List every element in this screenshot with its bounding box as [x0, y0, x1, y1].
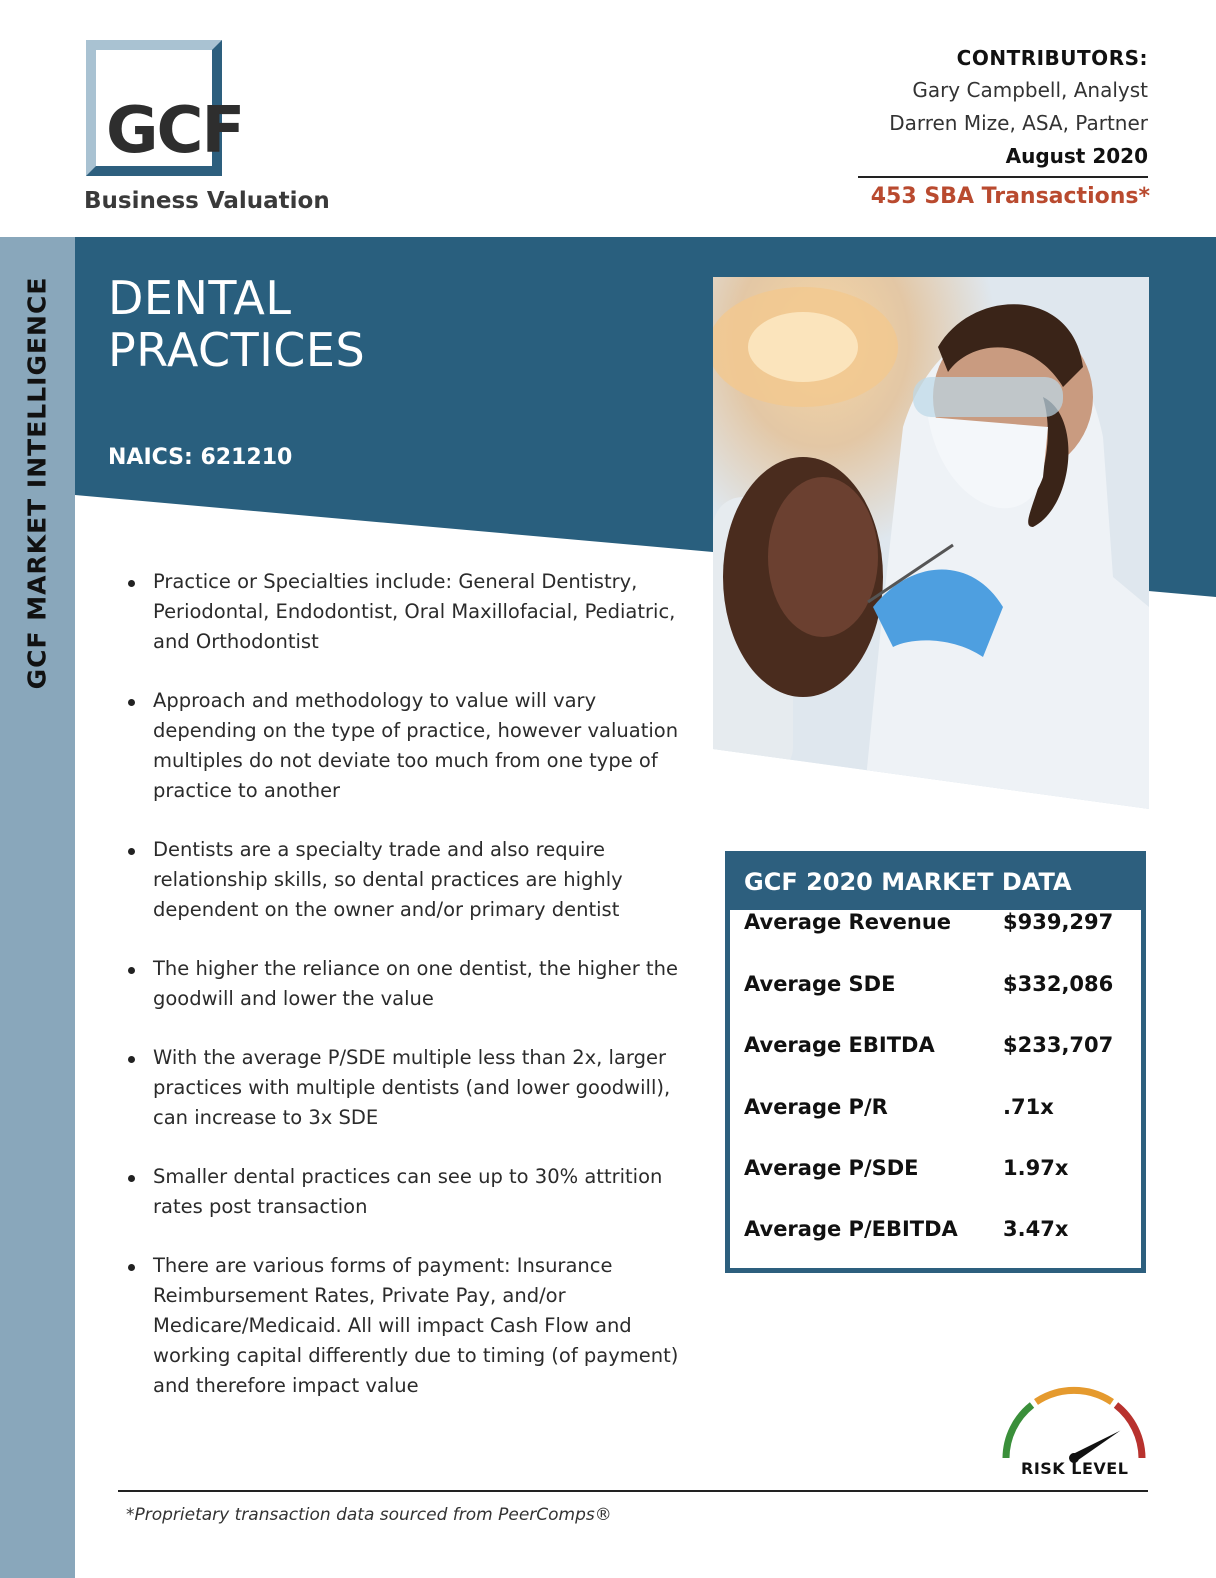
list-item: Smaller dental practices can see up to 30% attrition rates post transaction: [124, 1162, 684, 1222]
market-data-row: [744, 1217, 1114, 1247]
market-data-row: [744, 972, 1114, 1002]
metric-value: 1.97x: [1003, 1156, 1069, 1180]
naics-code: NAICS: 621210: [108, 445, 293, 470]
risk-gauge: [990, 1378, 1158, 1468]
dentist-photo: [713, 277, 1149, 809]
gcf-logo-text: GCF: [106, 94, 244, 168]
gauge-arc-low: [1006, 1405, 1032, 1458]
list-item: With the average P/SDE multiple less than 2x, larger practices with multiple dentists (and lower goodwill), can increase to 3x SDE: [124, 1043, 684, 1133]
contributors-divider: [858, 176, 1148, 178]
list-item: Approach and methodology to value will vary depending on the type of practice, however valuation multiples do not deviate too much from one type of practice to another: [124, 686, 684, 806]
market-data-row: [744, 1033, 1114, 1063]
contributor-name: Gary Campbell, Analyst: [912, 78, 1148, 102]
contributors-block: [889, 42, 1148, 173]
market-data-title: GCF 2020 MARKET DATA: [744, 868, 1072, 896]
footnote: *Proprietary transaction data sourced from PeerComps®: [126, 1505, 612, 1525]
key-points-list: [124, 567, 684, 1430]
metric-label: Average P/SDE: [744, 1156, 919, 1180]
metric-value: 3.47x: [1003, 1217, 1069, 1241]
metric-value: $939,297: [1003, 910, 1114, 934]
market-data-body: [730, 910, 1141, 1268]
metric-label: Average EBITDA: [744, 1033, 935, 1057]
title-line: PRACTICES: [108, 323, 366, 377]
metric-label: Average P/EBITDA: [744, 1217, 958, 1241]
metric-value: $233,707: [1003, 1033, 1114, 1057]
metric-label: Average P/R: [744, 1095, 888, 1119]
contributors-heading: CONTRIBUTORS:: [956, 46, 1148, 70]
risk-level-label: RISK LEVEL: [1021, 1459, 1129, 1478]
metric-label: Average Revenue: [744, 910, 952, 934]
market-data-row: [744, 910, 1114, 940]
footer-divider: [118, 1490, 1148, 1492]
metric-label: Average SDE: [744, 972, 896, 996]
list-item: Dentists are a specialty trade and also require relationship skills, so dental practices are highly dependent on the owner and/or primary dentist: [124, 835, 684, 925]
gauge-arc-high: [1116, 1405, 1142, 1458]
page-title: [108, 272, 365, 376]
report-date: August 2020: [1005, 144, 1148, 168]
list-item: Practice or Specialties include: General Dentistry, Periodontal, Endodontist, Oral Maxillofacial, Pediatric, and Orthodontist: [124, 567, 684, 657]
list-item: The higher the reliance on one dentist, the higher the goodwill and lower the value: [124, 954, 684, 1014]
metric-value: .71x: [1003, 1095, 1054, 1119]
gauge-arc-mid: [1036, 1390, 1112, 1402]
metric-value: $332,086: [1003, 972, 1114, 996]
contributor-name: Darren Mize, ASA, Partner: [889, 111, 1148, 135]
list-item: There are various forms of payment: Insurance Reimbursement Rates, Private Pay, and/or Medicare/Medicaid. All will impact Cash Flow and working capital differently due to timing (of payment) and therefore impact value: [124, 1251, 684, 1401]
sidebar-label: GCF MARKET INTELLIGENCE: [22, 276, 52, 690]
market-data-row: [744, 1095, 1114, 1125]
title-line: DENTAL: [108, 271, 292, 325]
brand-subtitle: Business Valuation: [84, 188, 330, 214]
transactions-count: 453 SBA Transactions*: [870, 184, 1150, 209]
market-data-row: [744, 1156, 1114, 1186]
